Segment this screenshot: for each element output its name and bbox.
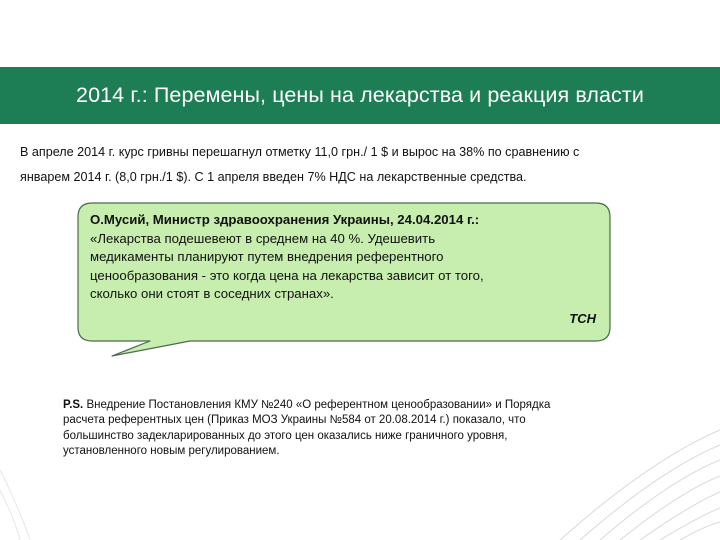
ps-line: установленного новым регулированием.	[63, 445, 280, 458]
quote-text	[90, 211, 600, 304]
ps-line: большинство задекларированных до этого цен оказались ниже граничного уровня,	[63, 429, 508, 442]
quote-line: сколько они стоят в соседних странах».	[90, 286, 334, 302]
intro-line: В апреле 2014 г. курс гривны перешагнул отметку 11,0 грн./ 1 $ и вырос на 38% по сравнению с	[20, 145, 580, 159]
quote-line: «Лекарства подешевеют в среднем на 40 %. Удешевить	[90, 230, 436, 246]
quote-author: О.Мусий, Министр здравоохранения Украины, 24.04.2014 г.:	[90, 212, 480, 227]
ps-line: Внедрение Постановления КМУ №240 «О референтном ценообразовании» и Порядка	[83, 399, 551, 411]
ps-line: расчета референтных цен (Приказ МОЗ Украины №584 от 20.08.2014 г.) показало, что	[63, 414, 526, 427]
quote-source: ТСН	[569, 311, 596, 326]
ps-note	[63, 398, 663, 460]
slide-title: 2014 г.: Перемены, цены на лекарства и реакция власти	[76, 83, 644, 107]
ps-label: P.S.	[63, 399, 84, 411]
quote-line: ценообразования - это когда цена на лекарства зависит от того,	[90, 267, 484, 283]
intro-line: январем 2014 г. (8,0 грн./1 $). С 1 апреля введен 7% НДС на лекарственные средства.	[20, 170, 527, 184]
quote-line: медикаменты планируют путем внедрения референтного	[90, 249, 444, 265]
